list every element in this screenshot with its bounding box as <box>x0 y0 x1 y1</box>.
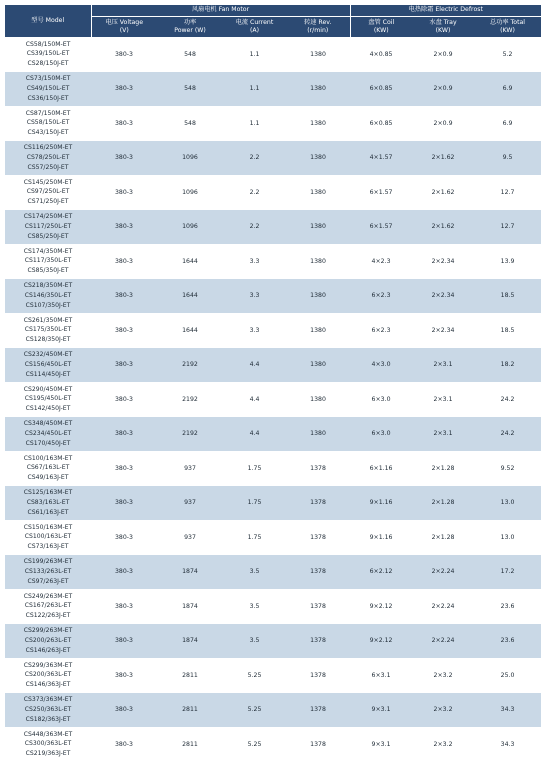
rev-cell: 1378 <box>286 520 350 555</box>
coil-cell: 6×1.57 <box>350 210 412 245</box>
coil-cell: 9×1.16 <box>350 520 412 555</box>
power-cell: 1644 <box>157 279 223 314</box>
model-name: CS290/450M-ET <box>23 385 73 393</box>
power-cell: 2811 <box>157 727 223 762</box>
table-row <box>5 693 541 728</box>
tray-cell: 2×0.9 <box>412 37 474 72</box>
model-cell <box>5 727 91 762</box>
power-cell: 2811 <box>157 693 223 728</box>
model-cell <box>5 244 91 279</box>
voltage-cell: 380-3 <box>91 417 157 452</box>
coil-cell: 4×1.57 <box>350 141 412 176</box>
total-cell: 25.0 <box>474 658 541 693</box>
model-name: CS128/350J-ET <box>25 336 71 344</box>
model-name: CS175/350L-ET <box>24 326 72 334</box>
model-name: CS58/150M-ET <box>25 40 71 48</box>
model-name: CS448/363M-ET <box>23 730 73 738</box>
header-total: 总功率 Total (KW) <box>474 17 541 38</box>
current-cell: 3.3 <box>223 244 286 279</box>
model-cell <box>5 486 91 521</box>
table-row <box>5 210 541 245</box>
current-cell: 2.2 <box>223 141 286 176</box>
tray-cell: 2×3.2 <box>412 727 474 762</box>
model-name: CS133/263L-ET <box>24 567 72 575</box>
coil-cell: 9×2.12 <box>350 624 412 659</box>
rev-cell: 1380 <box>286 210 350 245</box>
spec-sheet <box>5 5 541 762</box>
voltage-cell: 380-3 <box>91 382 157 417</box>
table-row <box>5 486 541 521</box>
rev-cell: 1380 <box>286 244 350 279</box>
total-cell: 13.9 <box>474 244 541 279</box>
table-row <box>5 520 541 555</box>
tray-cell: 2×1.62 <box>412 141 474 176</box>
current-cell: 3.3 <box>223 279 286 314</box>
model-name: CS373/363M-ET <box>23 696 73 704</box>
current-cell: 5.25 <box>223 658 286 693</box>
rev-cell: 1380 <box>286 313 350 348</box>
model-cell <box>5 72 91 107</box>
model-name: CS167/263L-ET <box>24 602 72 610</box>
model-cell <box>5 693 91 728</box>
total-cell: 18.2 <box>474 348 541 383</box>
coil-cell: 6×2.3 <box>350 313 412 348</box>
model-name: CS145/250M-ET <box>23 178 73 186</box>
model-name: CS218/350M-ET <box>23 282 73 290</box>
power-cell: 1096 <box>157 175 223 210</box>
header-current: 电流 Current (A) <box>223 17 286 38</box>
model-name: CS49/163J-ET <box>27 474 69 482</box>
coil-cell: 4×2.3 <box>350 244 412 279</box>
model-name: CS97/263J-ET <box>27 577 69 585</box>
tray-cell: 2×2.34 <box>412 313 474 348</box>
voltage-cell: 380-3 <box>91 624 157 659</box>
model-name: CS174/250M-ET <box>23 213 73 221</box>
current-cell: 1.75 <box>223 486 286 521</box>
model-name: CS83/163L-ET <box>26 498 70 506</box>
total-cell: 12.7 <box>474 210 541 245</box>
rev-cell: 1380 <box>286 106 350 141</box>
power-cell: 2192 <box>157 417 223 452</box>
table-row <box>5 451 541 486</box>
voltage-cell: 380-3 <box>91 451 157 486</box>
voltage-cell: 380-3 <box>91 555 157 590</box>
tray-cell: 2×3.2 <box>412 693 474 728</box>
model-cell <box>5 210 91 245</box>
rev-cell: 1378 <box>286 589 350 624</box>
model-name: CS200/363L-ET <box>24 671 72 679</box>
voltage-cell: 380-3 <box>91 486 157 521</box>
model-name: CS49/150L-ET <box>26 84 70 92</box>
rev-cell: 1378 <box>286 486 350 521</box>
model-name: CS142/450J-ET <box>25 405 71 413</box>
model-name: CS39/150L-ET <box>26 50 70 58</box>
rev-cell: 1378 <box>286 727 350 762</box>
voltage-cell: 380-3 <box>91 210 157 245</box>
model-name: CS28/150J-ET <box>27 60 69 68</box>
power-cell: 937 <box>157 451 223 486</box>
model-name: CS125/163M-ET <box>23 489 73 497</box>
model-name: CS116/250M-ET <box>23 144 73 152</box>
coil-cell: 6×3.0 <box>350 417 412 452</box>
table-row <box>5 589 541 624</box>
tray-cell: 2×2.24 <box>412 624 474 659</box>
model-cell <box>5 417 91 452</box>
total-cell: 23.6 <box>474 589 541 624</box>
model-cell <box>5 658 91 693</box>
tray-cell: 2×2.34 <box>412 244 474 279</box>
total-cell: 13.0 <box>474 520 541 555</box>
coil-cell: 9×1.16 <box>350 486 412 521</box>
total-cell: 24.2 <box>474 417 541 452</box>
model-name: CS146/263J-ET <box>25 646 71 654</box>
model-name: CS114/450J-ET <box>25 370 71 378</box>
coil-cell: 6×1.57 <box>350 175 412 210</box>
model-name: CS146/350L-ET <box>24 291 72 299</box>
tray-cell: 2×2.24 <box>412 555 474 590</box>
model-name: CS117/350L-ET <box>24 257 72 265</box>
power-cell: 937 <box>157 486 223 521</box>
total-cell: 34.3 <box>474 727 541 762</box>
model-name: CS170/450J-ET <box>25 439 71 447</box>
current-cell: 2.2 <box>223 175 286 210</box>
power-cell: 1644 <box>157 244 223 279</box>
model-name: CS67/163L-ET <box>26 464 70 472</box>
tray-cell: 2×1.28 <box>412 451 474 486</box>
model-name: CS85/250J-ET <box>27 232 69 240</box>
current-cell: 1.1 <box>223 37 286 72</box>
model-name: CS156/450L-ET <box>24 360 72 368</box>
tray-cell: 2×3.2 <box>412 658 474 693</box>
voltage-cell: 380-3 <box>91 106 157 141</box>
total-cell: 13.0 <box>474 486 541 521</box>
rev-cell: 1378 <box>286 624 350 659</box>
coil-cell: 6×1.16 <box>350 451 412 486</box>
model-cell <box>5 313 91 348</box>
model-name: CS78/250L-ET <box>26 153 70 161</box>
table-row <box>5 279 541 314</box>
model-name: CS100/163M-ET <box>23 454 73 462</box>
model-cell <box>5 175 91 210</box>
model-name: CS199/263M-ET <box>23 558 73 566</box>
current-cell: 5.25 <box>223 727 286 762</box>
voltage-cell: 380-3 <box>91 72 157 107</box>
model-cell <box>5 37 91 72</box>
tray-cell: 2×0.9 <box>412 72 474 107</box>
power-cell: 548 <box>157 106 223 141</box>
table-row <box>5 106 541 141</box>
coil-cell: 6×2.12 <box>350 555 412 590</box>
coil-cell: 4×3.0 <box>350 348 412 383</box>
power-cell: 1874 <box>157 555 223 590</box>
table-row <box>5 348 541 383</box>
current-cell: 1.75 <box>223 451 286 486</box>
voltage-cell: 380-3 <box>91 175 157 210</box>
total-cell: 6.9 <box>474 72 541 107</box>
model-cell <box>5 106 91 141</box>
power-cell: 937 <box>157 520 223 555</box>
coil-cell: 9×3.1 <box>350 727 412 762</box>
model-name: CS299/363M-ET <box>23 661 73 669</box>
power-cell: 2192 <box>157 382 223 417</box>
table-row <box>5 72 541 107</box>
current-cell: 5.25 <box>223 693 286 728</box>
tray-cell: 2×2.24 <box>412 589 474 624</box>
header-model: 型号 Model <box>5 5 91 37</box>
model-name: CS73/163J-ET <box>27 543 69 551</box>
total-cell: 18.5 <box>474 279 541 314</box>
current-cell: 3.5 <box>223 589 286 624</box>
table-header <box>5 5 541 37</box>
model-cell <box>5 348 91 383</box>
header-fan-motor: 风扇电机 Fan Motor <box>91 5 350 17</box>
power-cell: 2192 <box>157 348 223 383</box>
model-name: CS146/363J-ET <box>25 681 71 689</box>
total-cell: 24.2 <box>474 382 541 417</box>
power-cell: 1096 <box>157 141 223 176</box>
voltage-cell: 380-3 <box>91 658 157 693</box>
rev-cell: 1380 <box>286 382 350 417</box>
current-cell: 3.5 <box>223 555 286 590</box>
total-cell: 12.7 <box>474 175 541 210</box>
model-cell <box>5 520 91 555</box>
table-row <box>5 624 541 659</box>
model-name: CS261/350M-ET <box>23 316 73 324</box>
total-cell: 17.2 <box>474 555 541 590</box>
table-row <box>5 175 541 210</box>
current-cell: 3.3 <box>223 313 286 348</box>
total-cell: 6.9 <box>474 106 541 141</box>
coil-cell: 6×3.0 <box>350 382 412 417</box>
power-cell: 2811 <box>157 658 223 693</box>
model-cell <box>5 141 91 176</box>
table-row <box>5 417 541 452</box>
model-name: CS36/150J-ET <box>27 94 69 102</box>
voltage-cell: 380-3 <box>91 589 157 624</box>
model-name: CS71/250J-ET <box>27 198 69 206</box>
voltage-cell: 380-3 <box>91 348 157 383</box>
model-name: CS61/163J-ET <box>27 508 69 516</box>
rev-cell: 1378 <box>286 555 350 590</box>
voltage-cell: 380-3 <box>91 279 157 314</box>
model-cell <box>5 589 91 624</box>
rev-cell: 1380 <box>286 348 350 383</box>
model-name: CS232/450M-ET <box>23 351 73 359</box>
power-cell: 1874 <box>157 624 223 659</box>
total-cell: 18.5 <box>474 313 541 348</box>
header-rev: 转速 Rev. (r/min) <box>286 17 350 38</box>
power-cell: 548 <box>157 72 223 107</box>
power-cell: 1644 <box>157 313 223 348</box>
spec-table <box>5 5 541 762</box>
coil-cell: 9×3.1 <box>350 693 412 728</box>
model-cell <box>5 382 91 417</box>
model-name: CS219/363J-ET <box>25 750 71 758</box>
model-name: CS100/163L-ET <box>24 533 72 541</box>
table-row <box>5 382 541 417</box>
header-tray: 水盘 Tray (KW) <box>412 17 474 38</box>
current-cell: 4.4 <box>223 382 286 417</box>
model-name: CS122/263J-ET <box>25 612 71 620</box>
tray-cell: 2×1.62 <box>412 175 474 210</box>
total-cell: 9.52 <box>474 451 541 486</box>
model-cell <box>5 555 91 590</box>
table-body <box>5 37 541 762</box>
tray-cell: 2×1.28 <box>412 486 474 521</box>
model-name: CS299/263M-ET <box>23 627 73 635</box>
rev-cell: 1380 <box>286 279 350 314</box>
current-cell: 1.1 <box>223 106 286 141</box>
power-cell: 1096 <box>157 210 223 245</box>
table-row <box>5 244 541 279</box>
model-name: CS57/250J-ET <box>27 163 69 171</box>
tray-cell: 2×2.34 <box>412 279 474 314</box>
total-cell: 9.5 <box>474 141 541 176</box>
model-name: CS174/350M-ET <box>23 247 73 255</box>
model-cell <box>5 279 91 314</box>
table-row <box>5 313 541 348</box>
model-name: CS73/150M-ET <box>25 75 71 83</box>
voltage-cell: 380-3 <box>91 37 157 72</box>
table-row <box>5 727 541 762</box>
total-cell: 34.3 <box>474 693 541 728</box>
model-name: CS195/450L-ET <box>24 395 72 403</box>
model-name: CS234/450L-ET <box>24 429 72 437</box>
current-cell: 3.5 <box>223 624 286 659</box>
header-coil: 盘管 Coil (KW) <box>350 17 412 38</box>
model-name: CS250/363L-ET <box>24 705 72 713</box>
tray-cell: 2×3.1 <box>412 417 474 452</box>
model-name: CS58/150L-ET <box>26 119 70 127</box>
rev-cell: 1380 <box>286 141 350 176</box>
power-cell: 1874 <box>157 589 223 624</box>
model-cell <box>5 624 91 659</box>
voltage-cell: 380-3 <box>91 313 157 348</box>
model-name: CS182/363J-ET <box>25 715 71 723</box>
coil-cell: 6×3.1 <box>350 658 412 693</box>
coil-cell: 6×0.85 <box>350 72 412 107</box>
tray-cell: 2×3.1 <box>412 382 474 417</box>
model-name: CS300/363L-ET <box>24 740 72 748</box>
model-name: CS85/350J-ET <box>27 267 69 275</box>
model-name: CS117/250L-ET <box>24 222 72 230</box>
voltage-cell: 380-3 <box>91 520 157 555</box>
coil-cell: 4×0.85 <box>350 37 412 72</box>
tray-cell: 2×3.1 <box>412 348 474 383</box>
rev-cell: 1378 <box>286 658 350 693</box>
model-name: CS43/150J-ET <box>27 129 69 137</box>
current-cell: 1.75 <box>223 520 286 555</box>
model-name: CS107/350J-ET <box>25 301 71 309</box>
current-cell: 4.4 <box>223 417 286 452</box>
table-row <box>5 141 541 176</box>
current-cell: 2.2 <box>223 210 286 245</box>
model-cell <box>5 451 91 486</box>
model-name: CS87/150M-ET <box>25 109 71 117</box>
voltage-cell: 380-3 <box>91 693 157 728</box>
rev-cell: 1380 <box>286 417 350 452</box>
header-electric-defrost: 电热除霜 Electric Defrost <box>350 5 541 17</box>
coil-cell: 9×2.12 <box>350 589 412 624</box>
coil-cell: 6×0.85 <box>350 106 412 141</box>
model-name: CS97/250L-ET <box>26 188 70 196</box>
model-name: CS150/163M-ET <box>23 523 73 531</box>
rev-cell: 1378 <box>286 693 350 728</box>
total-cell: 23.6 <box>474 624 541 659</box>
rev-cell: 1380 <box>286 72 350 107</box>
table-row <box>5 658 541 693</box>
rev-cell: 1380 <box>286 37 350 72</box>
current-cell: 1.1 <box>223 72 286 107</box>
tray-cell: 2×1.28 <box>412 520 474 555</box>
rev-cell: 1378 <box>286 451 350 486</box>
rev-cell: 1380 <box>286 175 350 210</box>
model-name: CS249/263M-ET <box>23 592 73 600</box>
tray-cell: 2×0.9 <box>412 106 474 141</box>
header-voltage: 电压 Voltage (V) <box>91 17 157 38</box>
coil-cell: 6×2.3 <box>350 279 412 314</box>
voltage-cell: 380-3 <box>91 141 157 176</box>
table-row <box>5 555 541 590</box>
voltage-cell: 380-3 <box>91 727 157 762</box>
header-power: 功率 Power (W) <box>157 17 223 38</box>
voltage-cell: 380-3 <box>91 244 157 279</box>
power-cell: 548 <box>157 37 223 72</box>
total-cell: 5.2 <box>474 37 541 72</box>
model-name: CS348/450M-ET <box>23 420 73 428</box>
model-name: CS200/263L-ET <box>24 636 72 644</box>
current-cell: 4.4 <box>223 348 286 383</box>
table-row <box>5 37 541 72</box>
tray-cell: 2×1.62 <box>412 210 474 245</box>
